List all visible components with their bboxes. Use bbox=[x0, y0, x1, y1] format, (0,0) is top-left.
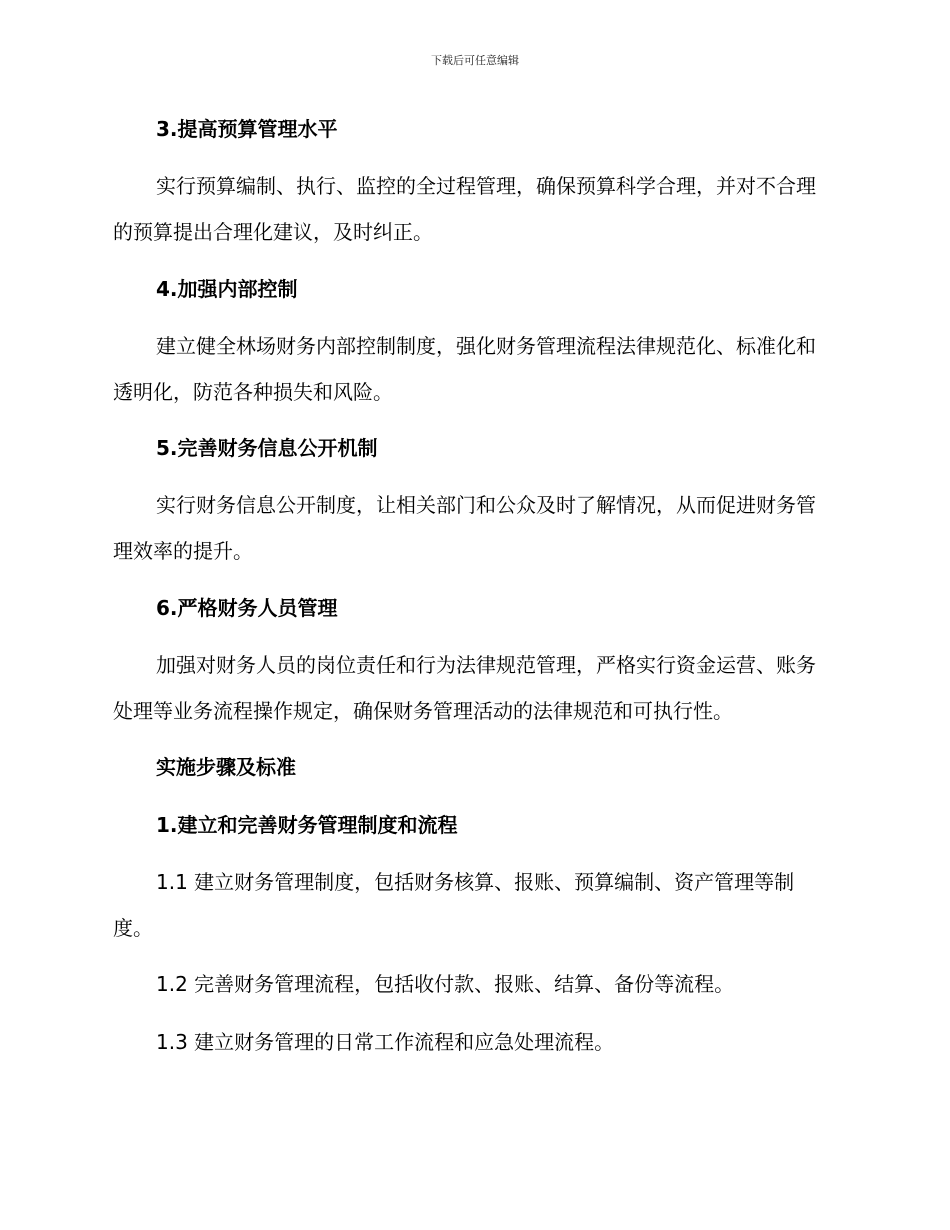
section-heading-budget: 3.提高预算管理水平 bbox=[156, 117, 338, 141]
page-header: 下载后可任意编辑 bbox=[431, 54, 519, 67]
section-heading-staff: 6.严格财务人员管理 bbox=[156, 596, 338, 620]
section-body-internal-control: 建立健全林场财务内部控制制度，强化财务管理流程法律规范化、标准化和透明化，防范各种损失和风险。 bbox=[113, 334, 816, 404]
step-item-1-1: 1.1 建立财务管理制度，包括财务核算、报账、预算编制、资产管理等制度。 bbox=[113, 870, 795, 940]
step-item-1-3: 1.3 建立财务管理的日常工作流程和应急处理流程。 bbox=[156, 1030, 615, 1054]
implementation-title: 实施步骤及标准 bbox=[156, 755, 296, 779]
step-item-1-2: 1.2 完善财务管理流程，包括收付款、报账、结算、备份等流程。 bbox=[156, 972, 735, 996]
section-body-disclosure: 实行财务信息公开制度，让相关部门和公众及时了解情况，从而促进财务管理效率的提升。 bbox=[113, 493, 816, 563]
section-body-staff: 加强对财务人员的岗位责任和行为法律规范管理，严格实行资金运营、账务处理等业务流程操作规定，确保财务管理活动的法律规范和可执行性。 bbox=[113, 653, 816, 723]
section-heading-internal-control: 4.加强内部控制 bbox=[156, 277, 298, 301]
section-heading-disclosure: 5.完善财务信息公开机制 bbox=[156, 436, 378, 460]
step1-heading: 1.建立和完善财务管理制度和流程 bbox=[156, 813, 458, 837]
section-body-budget: 实行预算编制、执行、监控的全过程管理，确保预算科学合理，并对不合理的预算提出合理化建议，及时纠正。 bbox=[113, 174, 816, 244]
